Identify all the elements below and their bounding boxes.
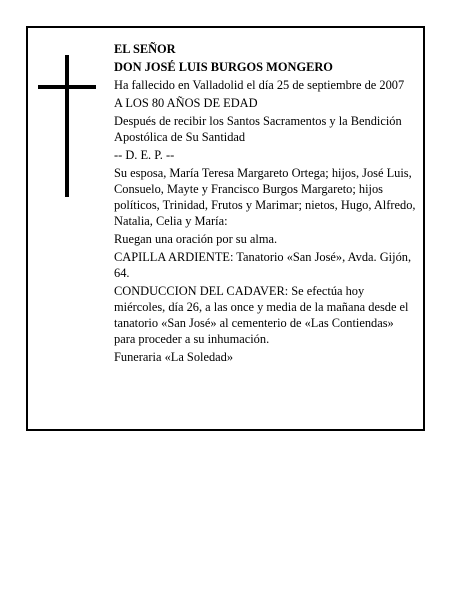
cross-vertical-bar [65, 55, 69, 197]
funeral-home: Funeraria «La Soledad» [114, 350, 234, 364]
chapel-info: CAPILLA ARDIENTE: Tanatorio «San José», Avda. Gijón, 64. [114, 250, 412, 280]
obituary-title: EL SEÑOR [114, 42, 176, 56]
cross-horizontal-bar [38, 85, 96, 89]
prayer-request: Ruegan una oración por su alma. [114, 232, 278, 246]
cross-icon [38, 55, 96, 197]
obituary-text [114, 41, 416, 367]
age-statement: A LOS 80 AÑOS DE EDAD [114, 96, 258, 110]
obituary-notice [26, 26, 425, 431]
conduction-info: CONDUCCION DEL CADAVER: Se efectúa hoy miércoles, día 26, a las once y media de la mañana desde el tanatorio «San José» al cementerio de «Las Contiendas» para proceder a su inhumación. [114, 284, 409, 346]
family-list: Su esposa, María Teresa Margareto Ortega; hijos, José Luis, Consuelo, Mayte y Francisco Burgos Margareto; hijos políticos, Trinidad, Frutos y Marimar; nietos, Hugo, Alfredo, Natalia, Celia y María: [114, 166, 416, 228]
sacraments-statement: Después de recibir los Santos Sacramentos y la Bendición Apostólica de Su Santidad [114, 114, 402, 144]
deceased-name: DON JOSÉ LUIS BURGOS MONGERO [114, 60, 333, 74]
death-statement: Ha fallecido en Valladolid el día 25 de septiembre de 2007 [114, 78, 405, 92]
rip-line: -- D. E. P. -- [114, 148, 175, 162]
